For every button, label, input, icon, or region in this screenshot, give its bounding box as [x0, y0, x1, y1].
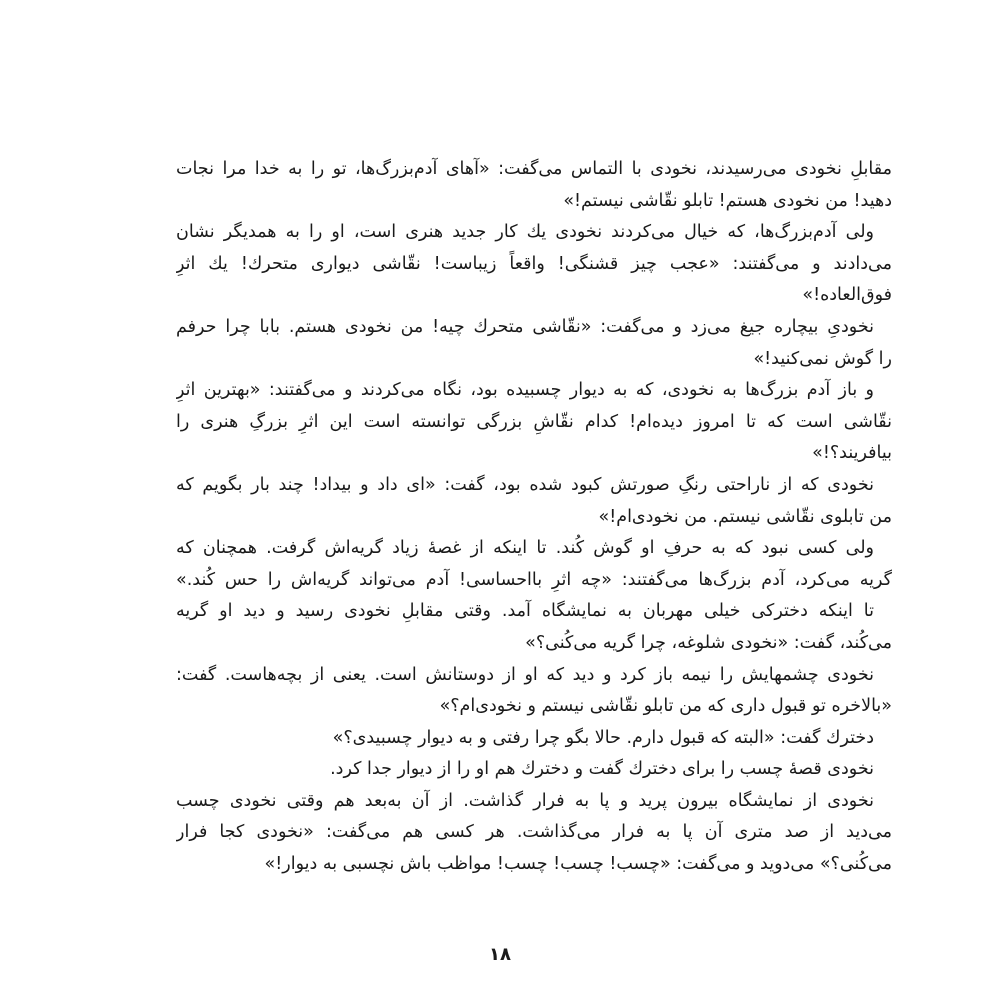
text-line: و باز آدم بزرگ‌ها به نخودی، که به دیوار چسبیده بود، نگاه می‌کردند و می‌گفتند: «بهترین اثرِ	[176, 380, 874, 401]
text-line: بیافریند؟!»	[812, 443, 892, 464]
text-line: من تابلوی نقّاشی نیستم. من نخودی‌ام!»	[598, 506, 892, 527]
text-line: فوق‌العاده!»	[802, 285, 892, 306]
text-line: را گوش نمی‌کنید!»	[753, 348, 892, 369]
text-line: نخودیِ بیچاره جیغ می‌زد و می‌گفت: «نقّاشی متحرك چیه! من نخودی هستم. بابا چرا حرفم	[176, 316, 874, 337]
text-line: نخودی قصهٔ چسب را برای دخترك گفت و دخترك هم او را از دیوار جدا کرد.	[330, 759, 874, 780]
text-line: می‌دادند و می‌گفتند: «عجب چیز قشنگی! واقعاً زیباست! نقّاشی دیواری متحرك! یك اثرِ	[176, 253, 892, 274]
text-line: می‌کُنی؟» می‌دوید و می‌گفت: «چسب! چسب! چسب! مواظب باش نچسبی به دیوار!»	[264, 854, 892, 875]
text-line: نخودی از نمایشگاه بیرون پرید و پا به فرار گذاشت. از آن به‌بعد هم وقتی نخودی چسب	[176, 790, 874, 811]
story-text	[176, 154, 892, 881]
text-line: تا اینکه دخترکی خیلی مهربان به نمایشگاه آمد. وقتی مقابلِ نخودی رسید و دید او گریه	[176, 601, 874, 622]
text-line: نخودی چشمهایش را نیمه باز کرد و دید که او از دوستانش است. یعنی از بچه‌هاست. گفت:	[176, 664, 874, 685]
text-line: می‌کُند، گفت: «نخودی شلوغه، چرا گریه می‌کُنی؟»	[525, 632, 892, 653]
text-line: دهید! من نخودی هستم! تابلو نقّاشی نیستم!»	[563, 190, 892, 211]
page-number: ۱۸	[489, 944, 511, 965]
text-line: دخترك گفت: «البته که قبول دارم. حالا بگو چرا رفتی و به دیوار چسبیدی؟»	[332, 727, 874, 748]
text-line: ولی کسی نبود که به حرفِ او گوش کُند. تا اینکه از غصهٔ زیاد گریه‌اش گرفت. همچنان که	[176, 538, 874, 559]
text-line: می‌دید از صد متری آن پا به فرار می‌گذاشت. هر کسی هم می‌گفت: «نخودی کجا فرار	[176, 822, 892, 843]
text-line: ولی آدم‌بزرگ‌ها، که خیال می‌کردند نخودی یك کار جدید هنری است، او را به همدیگر نشان	[176, 222, 874, 243]
text-line: نقّاشی است که تا امروز دیده‌ام! کدام نقّاشِ بزرگی توانسته است این اثرِ بزرگِ هنری را	[176, 411, 892, 432]
text-line: نخودی که از ناراحتی رنگِ صورتش کبود شده بود، گفت: «ای داد و بیداد! چند بار بگویم که	[176, 474, 874, 495]
text-line: «بالاخره تو قبول داری که من تابلو نقّاشی نیستم و نخودی‌ام؟»	[439, 696, 892, 717]
text-line: مقابلِ نخودی می‌رسیدند، نخودی با التماس می‌گفت: «آهای آدم‌بزرگ‌ها، تو را به خدا مرا نجات	[176, 159, 892, 179]
text-line: گریه می‌کرد، آدم بزرگ‌ها می‌گفتند: «چه اثرِ بااحساسی! آدم می‌تواند گریه‌اش را حس کُند.»	[176, 569, 892, 590]
